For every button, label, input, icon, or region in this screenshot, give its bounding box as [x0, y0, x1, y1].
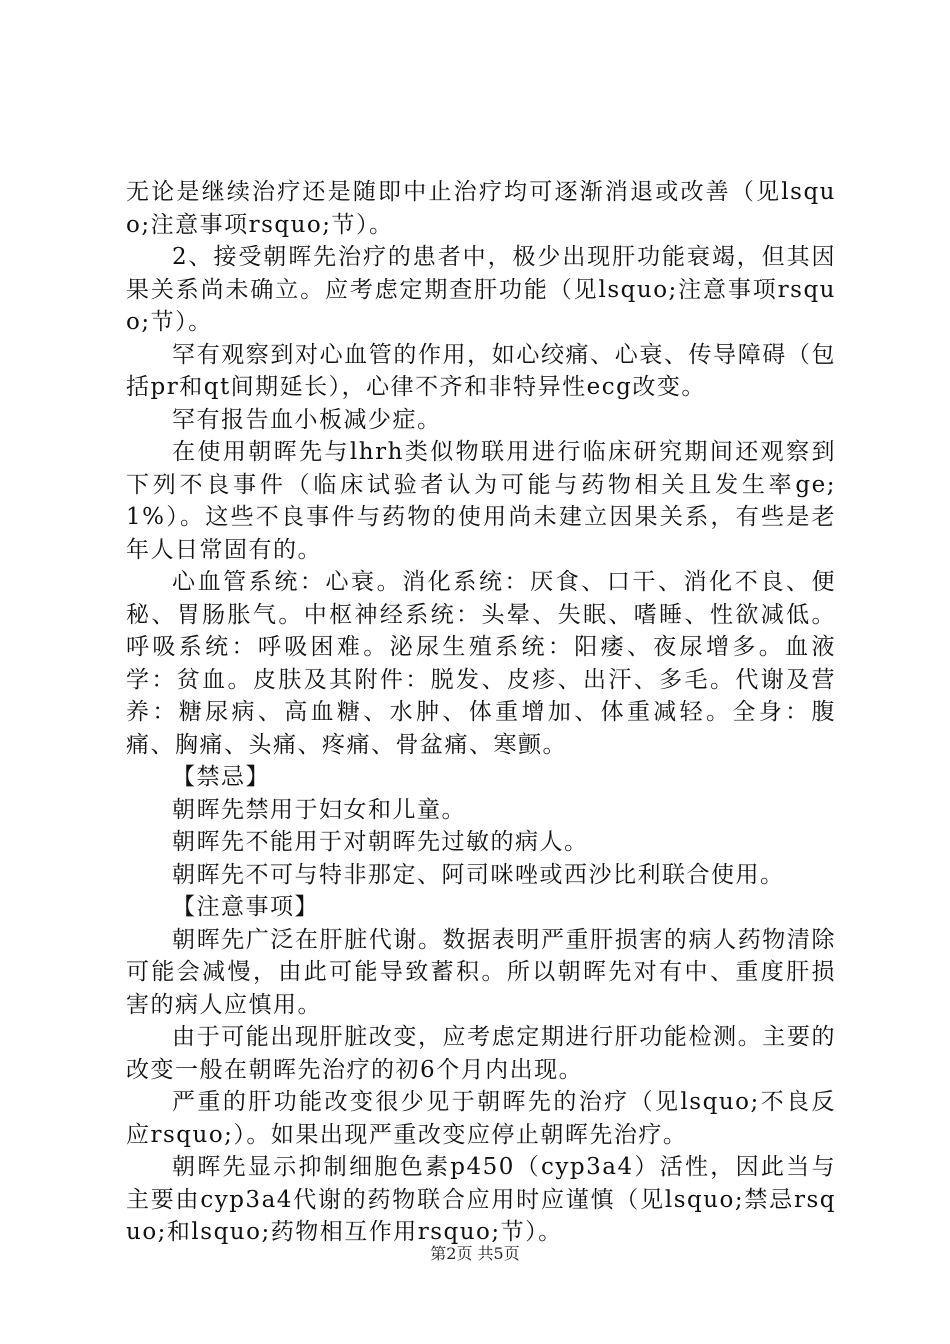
paragraph-thrombocytopenia: 罕有报告血小板减少症。: [172, 406, 442, 433]
paragraph-cardiovascular: 罕有观察到对心血管的作用，如心绞痛、心衰、传导障碍（包括pr和qt间期延长），心律不齐和非特异性ecg改变。: [126, 341, 836, 400]
section-heading-contraindications: 【禁忌】: [172, 764, 270, 790]
paragraph-liver-monitoring: 由于可能出现肝脏改变，应考虑定期进行肝功能检测。主要的改变一般在朝晖先治疗的初6个月内出现。: [126, 1024, 836, 1083]
paragraph-liver-metabolism: 朝晖先广泛在肝脏代谢。数据表明严重肝损害的病人药物清除可能会减慢，由此可能导致蓄积。所以朝晖先对有中、重度肝损害的病人应慎用。: [126, 926, 836, 1018]
paragraph-adverse-events: 在使用朝晖先与lhrh类似物联用进行临床研究期间还观察到下列不良事件（临床试验者认为可能与药物相关且发生率ge;1%）。这些不良事件与药物的使用尚未建立因果关系，有些是老年人日常固有的。: [126, 439, 836, 563]
paragraph-contra-allergy: 朝晖先不能用于对朝晖先过敏的病人。: [172, 829, 589, 855]
paragraph-contra-women-children: 朝晖先禁用于妇女和儿童。: [172, 796, 466, 823]
paragraph-severe-liver-changes: 严重的肝功能改变很少见于朝晖先的治疗（见lsquo;不良反应rsquo;）。如果出现严重改变应停止朝晖先治疗。: [126, 1089, 836, 1148]
page-number-footer: 第2页 共5页: [430, 1244, 520, 1263]
paragraph-continuation: 无论是继续治疗还是随即中止治疗均可逐渐消退或改善（见lsquo;注意事项rsquo;节）。: [126, 179, 836, 238]
paragraph-liver-failure: 2、接受朝晖先治疗的患者中，极少出现肝功能衰竭，但其因果关系尚未确立。应考虑定期查肝功能（见lsquo;注意事项rsquo;节）。: [126, 244, 836, 335]
paragraph-systems-list: 心血管系统：心衰。消化系统：厌食、口干、消化不良、便秘、胃肠胀气。中枢神经系统：头晕、失眠、嗜睡、性欲减低。呼吸系统：呼吸困难。泌尿生殖系统：阳痿、夜尿增多。血液学：贫血。皮肤及其附件：脱发、皮疹、出汗、多毛。代谢及营养：糖尿病、高血糖、水肿、体重增加、体重减轻。全身：腹痛、胸痛、头痛、疼痛、骨盆痛、寒颤。: [126, 569, 836, 758]
document-body: [126, 176, 836, 1249]
paragraph-cyp3a4: 朝晖先显示抑制细胞色素p450（cyp3a4）活性，因此当与主要由cyp3a4代谢的药物联合应用时应谨慎（见lsquo;禁忌rsquo;和lsquo;药物相互作用rsquo;节）。: [126, 1154, 836, 1245]
section-heading-precautions: 【注意事项】: [172, 894, 319, 920]
paragraph-contra-combination: 朝晖先不可与特非那定、阿司咪唑或西沙比利联合使用。: [172, 861, 785, 888]
